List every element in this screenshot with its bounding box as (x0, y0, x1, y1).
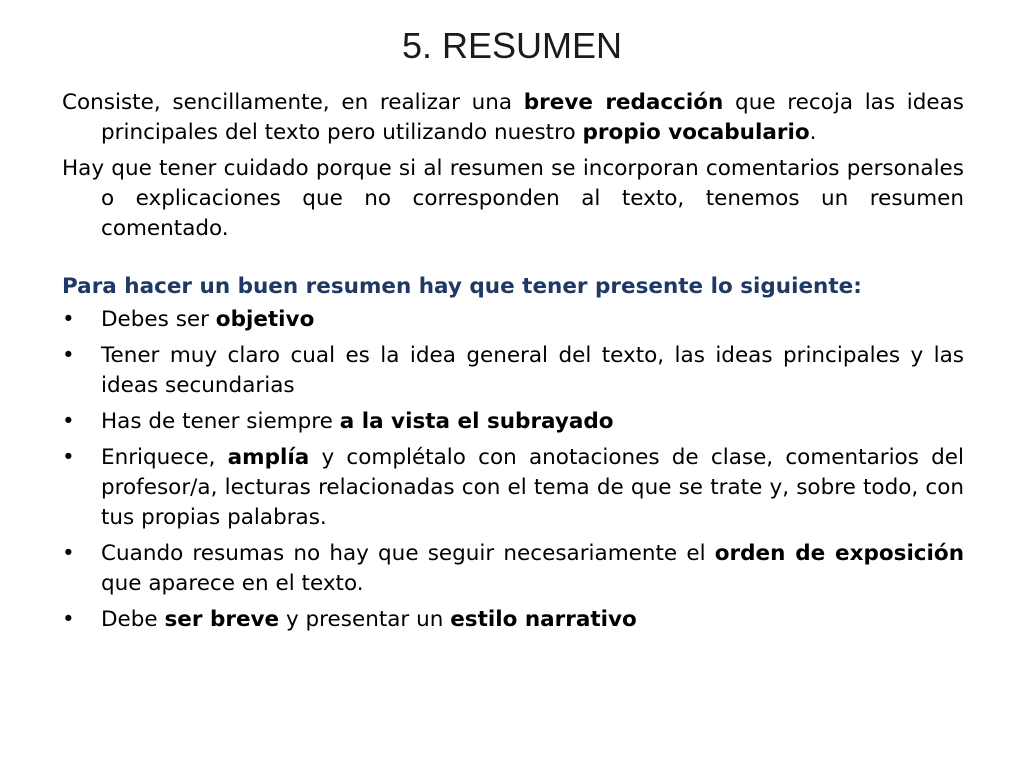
text-run: y presentar un (279, 607, 451, 632)
bullet-text (101, 607, 637, 632)
emphasis-text: ser breve (164, 607, 280, 632)
emphasis-text: orden de exposición (714, 541, 965, 566)
bullet-list (62, 305, 964, 635)
paragraph-definition (62, 88, 964, 148)
emphasis-text: objetivo (215, 307, 315, 332)
text-run: Hay que tener cuidado porque si al resumen se incorporan comentarios personales o explicaciones que no corresponden al texto, tenemos un resumen comentado. (62, 156, 964, 241)
bullet-icon: • (62, 541, 75, 566)
text-run: Consiste, sencillamente, en realizar una (62, 90, 524, 115)
text-run: . (809, 120, 817, 145)
bullet-text (101, 307, 314, 332)
emphasis-text: breve redacción (523, 90, 724, 115)
text-run: Debe (101, 607, 165, 632)
bullet-item (62, 539, 964, 599)
text-run: Cuando resumas no hay que seguir necesariamente el (101, 541, 715, 566)
paragraph-warning (62, 154, 964, 244)
text-run: Debes ser (101, 307, 216, 332)
text-run: que aparece en el texto. (101, 571, 364, 596)
bullet-icon: • (62, 409, 75, 434)
emphasis-text: a la vista el subrayado (339, 409, 614, 434)
text-run: Enriquece, (101, 445, 228, 470)
emphasis-text: amplía (227, 445, 310, 470)
bullet-icon: • (62, 607, 75, 632)
text-run: Tener muy claro cual es la idea general del texto, las ideas principales y las ideas secundarias (101, 343, 964, 398)
bullet-item (62, 605, 964, 635)
bullet-text (101, 409, 614, 434)
bullet-text (101, 343, 964, 398)
section-heading: Para hacer un buen resumen hay que tener presente lo siguiente: (62, 274, 862, 299)
text-run: Has de tener siempre (101, 409, 340, 434)
text-run: que recoja las ideas principales del texto pero utilizando nuestro (101, 90, 964, 145)
bullet-text (101, 541, 964, 596)
bullet-item (62, 341, 964, 401)
text-run: y complétalo con anotaciones de clase, comentarios del profesor/a, lecturas relacionadas con el tema de que se trate y, sobre todo, con tus propias palabras. (101, 445, 964, 530)
bullet-item (62, 407, 964, 437)
bullet-icon: • (62, 445, 75, 470)
bullet-text (101, 445, 964, 530)
slide-title: 5. RESUMEN (401, 25, 623, 66)
bullet-icon: • (62, 343, 75, 368)
slide-content (62, 88, 964, 641)
emphasis-text: estilo narrativo (450, 607, 637, 632)
bullet-item (62, 443, 964, 533)
bullet-icon: • (62, 307, 75, 332)
emphasis-text: propio vocabulario (582, 120, 810, 145)
bullet-item (62, 305, 964, 335)
